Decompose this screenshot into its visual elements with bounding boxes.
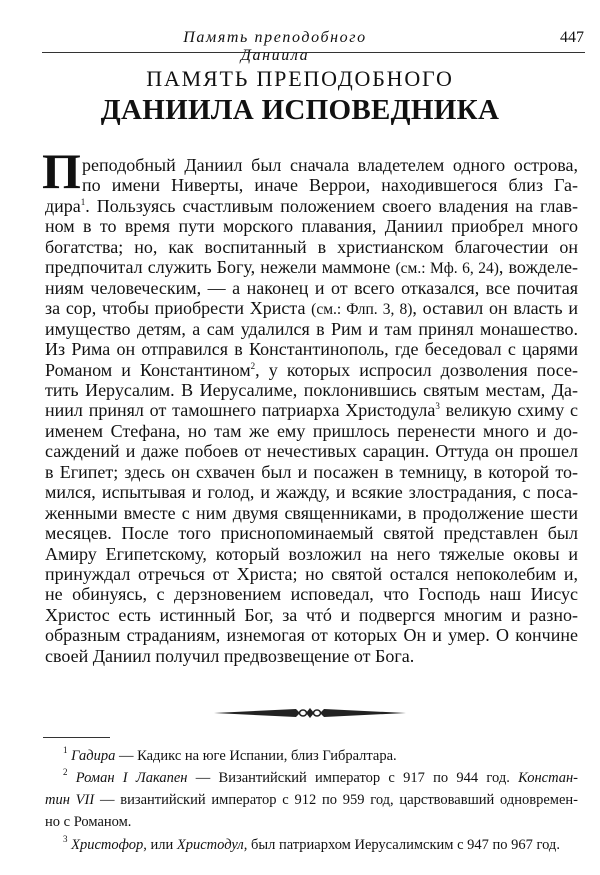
text-segment: великую схиму с [439,400,578,421]
text-segment: тить Иерусалим. В Иерусалиме, поклонившись святым местам, Да- [45,379,578,400]
body-line [45,359,578,381]
chapter-title-line2: ДАНИИЛА ИСПОВЕДНИКА [100,94,500,126]
body-line [45,399,578,421]
body-line [45,440,578,462]
body-line [45,502,578,524]
text-segment: Роман I Лакапен [75,770,188,786]
text-segment: , вожделе- [498,257,578,278]
body-line [45,624,578,646]
footnote-marker: 3 [435,401,440,412]
body-line [45,379,578,401]
footnote-marker: 2 [63,768,68,777]
text-segment: дира [45,195,81,216]
text-segment: своей Даниил получил предвозвещение от Бога. [45,645,415,666]
drop-cap: П [42,143,81,199]
text-segment: принуждал отречься от Христа; но святой остался непоколебим и, [45,564,578,584]
text-segment: , был патриархом Иерусалимским с 947 по 967 год. [243,837,560,853]
body-line [45,277,578,299]
text-segment: , или [143,837,177,853]
body-line [45,522,578,544]
text-segment: — Кадикс на юге Испании, близ Гибралтара. [115,748,397,764]
body-line [82,174,578,196]
body-line [45,256,578,278]
text-segment: реподобный Даниил был сначала владетелем одного острова, [82,155,578,175]
footnote-rule [43,737,110,738]
text-segment: имущество детям, а сам удалился в Рим и там принял монашество. [45,318,578,339]
body-line [45,236,578,258]
text-segment: Из Рима он отправился в Константинополь, где беседовал с царями [45,339,578,360]
text-segment: Гадира [71,748,116,764]
text-segment: образным страданиям, изнемогая от которых Он и умер. О кончине [45,625,578,646]
body-line [45,583,578,605]
footnote-marker: 3 [63,835,68,844]
body-line [45,297,578,319]
footnote-marker: 2 [250,360,256,371]
footnote-marker: 1 [80,196,86,207]
body-line [82,154,578,176]
footnote-line [63,835,578,855]
text-segment: предпочитал служить Богу, нежели маммоне [45,257,396,278]
body-line [45,338,578,360]
ornament-divider-icon [214,703,406,723]
body-line [45,461,578,483]
body-line [45,543,578,565]
chapter-title-line1: ПАМЯТЬ ПРЕПОДОБНОГО [146,66,454,91]
text-segment: в Египет; здесь он схвачен был и посажен в темницу, в которой то- [45,461,578,482]
text-segment: мился, испытывая и голод, и жажду, и всякие злострадания, с поса- [45,482,578,503]
text-segment: ниям человеческим, — а наконец и от всего отказался, все почитая [45,277,578,298]
text-segment: Констан- [518,770,578,786]
footnote-marker: 1 [63,746,68,755]
text-segment: но с Романом. [45,814,132,830]
body-line [45,318,578,340]
text-segment: богатства; но, как воспитанный в христианском благочестии он [45,236,578,257]
text-segment: за сор, чтобы приобрести Христа [45,298,312,319]
body-line [45,481,578,503]
body-line [45,420,578,442]
text-segment: Амиру Египетскому, который возложил на него тяжелые оковы и [45,543,578,564]
footnote-line [63,768,578,788]
text-segment: — Византийский император с 917 по 944 год. [187,770,519,786]
body-line [45,645,578,667]
text-segment: Христофор [71,837,144,853]
body-line [45,604,578,626]
footnote-line [45,812,578,832]
text-segment: именем Стефана, но там же ему пришлось перенести много и до- [45,420,578,441]
text-segment: Христодул [176,837,244,853]
text-segment: — византийский император с 912 по 959 год, царствовавший одновремен- [94,792,578,808]
text-segment: . Пользуясь счастливым положением своего владения на глав- [85,195,578,216]
text-segment: Романом и Константином [45,359,251,380]
text-segment: саждений и даже побоев от нечестивых сарацин. Оттуда он прошел [45,441,578,462]
text-segment: по имени Ниверты, иначе Веррои, находившегося близ Га- [82,175,578,196]
text-segment: , у которых испросил дозволения посе- [255,359,578,380]
text-segment: , оставил он власть и [412,298,578,319]
text-segment [68,770,76,786]
body-line [45,195,578,217]
text-segment: не обинуясь, с дерзновением исповедал, что Господь наш Иисус [45,584,578,605]
scripture-reference: (см.: Флп. 3, 8) [311,301,413,319]
text-segment: месяцев. После того приснопоминаемый святой представлен был [45,523,578,544]
text-segment: ном в то время пути морского плавания, Даниил приобрел много [45,216,578,237]
text-segment: ниил принял от тамошнего патриарха Христодула [45,400,436,421]
text-segment: женными вместе с ним двумя священниками, в продолжение шести [45,502,578,523]
text-segment: тин VII [45,792,95,808]
running-title: Память преподобного Даниила [183,29,367,64]
body-line [45,563,578,585]
scripture-reference: (см.: Мф. 6, 24) [395,260,499,278]
page-number: 447 [560,29,584,46]
header-rule [42,52,585,53]
text-segment: Христос есть истинный Бог, за чтó и подвергся многим и разно- [45,604,578,625]
footnote-line [45,790,578,810]
body-line [45,215,578,237]
footnote-line [63,746,578,766]
